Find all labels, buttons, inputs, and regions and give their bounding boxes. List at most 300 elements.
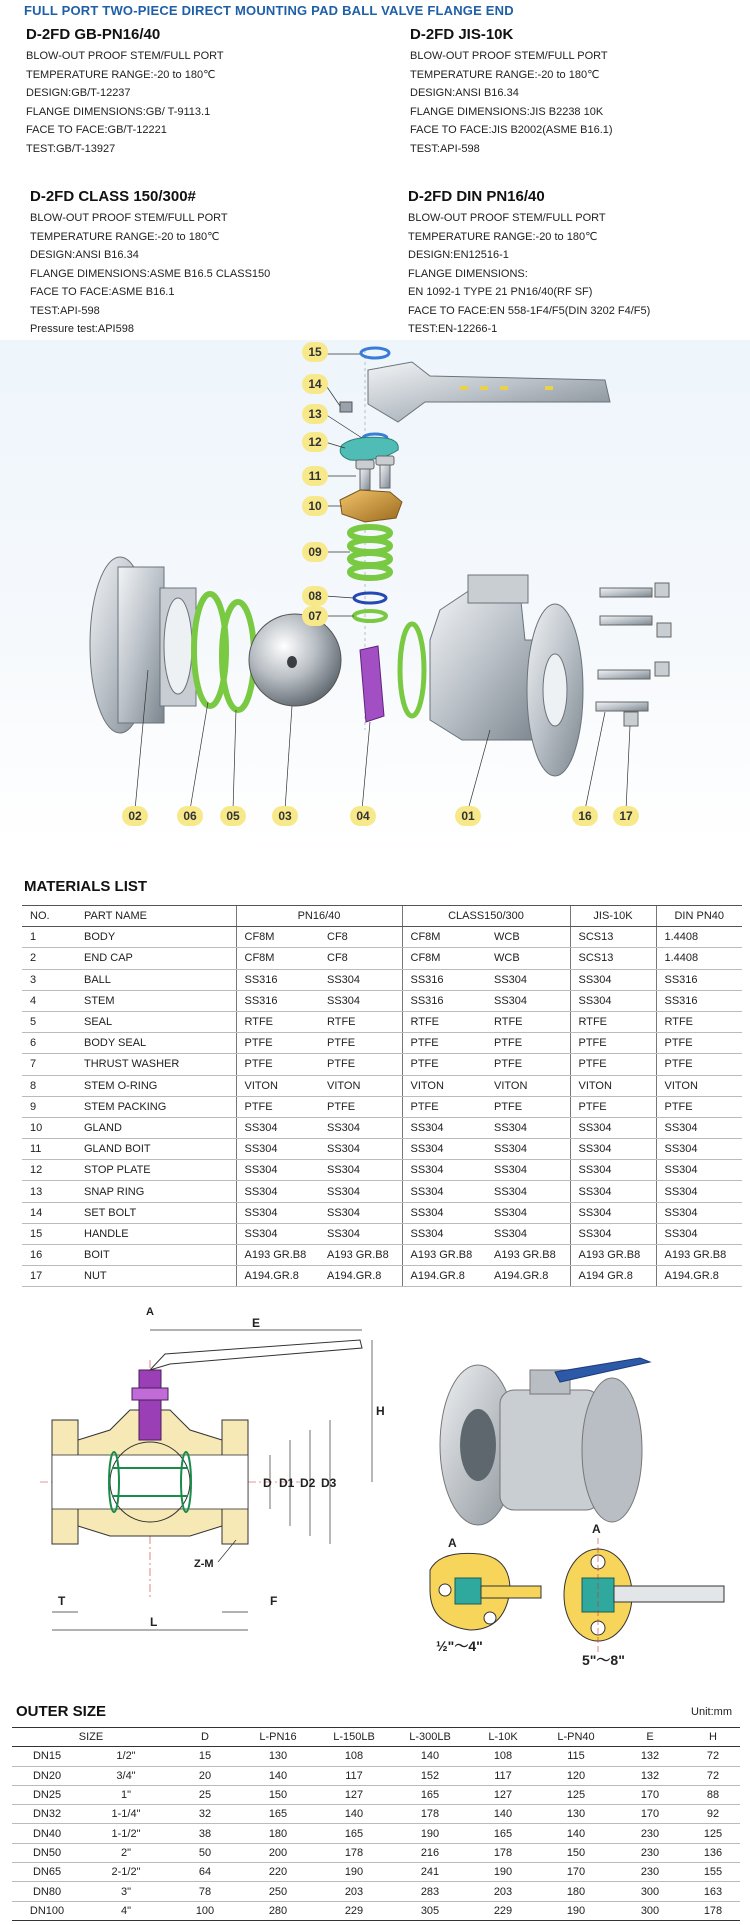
table-cell: 1" (82, 1785, 170, 1804)
table-cell: CF8M (402, 927, 486, 948)
spec-line: TEMPERATURE RANGE:-20 to 180℃ (30, 230, 220, 243)
table-cell: 250 (240, 1882, 316, 1901)
cross-section-drawing (0, 1300, 750, 1700)
gland-bolts-part (356, 456, 394, 490)
part-label-05: 05 (220, 806, 246, 826)
table-cell: 178 (468, 1843, 538, 1862)
part-label-07: 07 (302, 606, 328, 626)
table-cell: A193 GR.B8 (236, 1245, 319, 1266)
table-cell: 38 (170, 1824, 240, 1843)
table-cell: SS304 (486, 1202, 570, 1223)
table-cell: 108 (468, 1747, 538, 1766)
table-cell: SS304 (319, 1117, 402, 1138)
table-cell: 178 (316, 1843, 392, 1862)
table-cell: 15 (22, 1223, 76, 1244)
table-cell: GLAND BOIT (76, 1139, 236, 1160)
table-cell: SS304 (319, 990, 402, 1011)
spec-line: Pressure test:API598 (30, 323, 134, 335)
table-cell: 305 (392, 1901, 468, 1920)
part-label-02: 02 (122, 806, 148, 826)
table-cell: 20 (170, 1766, 240, 1785)
table-cell: 1-1/2" (82, 1824, 170, 1843)
table-cell: 180 (538, 1882, 614, 1901)
ball-port-icon (287, 656, 297, 668)
part-label-12: 12 (302, 432, 328, 452)
table-cell: PTFE (319, 1033, 402, 1054)
dim-label-t: T (58, 1594, 66, 1608)
table-cell: PTFE (570, 1096, 656, 1117)
table-cell: 50 (170, 1843, 240, 1862)
table-cell: PTFE (486, 1096, 570, 1117)
table-cell: SS304 (486, 1117, 570, 1138)
table-cell: 140 (240, 1766, 316, 1785)
dim-label-l: L (150, 1615, 158, 1629)
header-cell: PN16/40 (236, 906, 402, 927)
header-cell: JIS-10K (570, 906, 656, 927)
set-bolt-part (340, 402, 352, 412)
table-cell: VITON (402, 1075, 486, 1096)
header-cell: H (686, 1728, 740, 1747)
mounting-pad-large (564, 1538, 724, 1655)
table-cell: PTFE (319, 1096, 402, 1117)
table-cell: 190 (392, 1824, 468, 1843)
header-cell: L-300LB (392, 1728, 468, 1747)
table-cell: 5 (22, 1011, 76, 1032)
table-row (12, 1747, 740, 1766)
unit-label: Unit:mm (691, 1706, 732, 1718)
table-cell: SS304 (402, 1117, 486, 1138)
table-cell: 64 (170, 1863, 240, 1882)
table-cell: SCS13 (570, 948, 656, 969)
table-cell: 140 (538, 1824, 614, 1843)
table-cell: SS304 (570, 990, 656, 1011)
table-cell: 92 (686, 1805, 740, 1824)
table-cell: A194.GR.8 (402, 1266, 486, 1287)
table-cell: CF8 (319, 927, 402, 948)
spec-line: FACE TO FACE:EN 558-1F4/F5(DIN 3202 F4/F5) (408, 304, 651, 317)
table-cell: PTFE (570, 1054, 656, 1075)
spec-heading: D-2FD DIN PN16/40 (408, 188, 545, 205)
table-cell: 170 (538, 1863, 614, 1882)
table-row (12, 1843, 740, 1862)
table-cell: 1.4408 (656, 927, 742, 948)
table-cell: A193 GR.B8 (656, 1245, 742, 1266)
part-label-01: 01 (455, 806, 481, 826)
dim-label-d2: D2 (300, 1476, 316, 1490)
table-row (22, 1117, 742, 1138)
spec-line: TEMPERATURE RANGE:-20 to 180℃ (410, 68, 600, 81)
spec-line: DESIGN:EN12516-1 (408, 249, 509, 261)
table-row (12, 1824, 740, 1843)
table-cell: 170 (614, 1785, 686, 1804)
header-cell: CLASS150/300 (402, 906, 570, 927)
table-cell: CF8M (236, 927, 319, 948)
table-cell: SNAP RING (76, 1181, 236, 1202)
table-cell: SS316 (402, 990, 486, 1011)
table-cell: SS304 (319, 969, 402, 990)
table-cell: STEM PACKING (76, 1096, 236, 1117)
table-cell: SS304 (486, 990, 570, 1011)
table-row (22, 1054, 742, 1075)
table-cell: 15 (170, 1747, 240, 1766)
table-cell: 132 (614, 1747, 686, 1766)
materials-title: MATERIALS LIST (24, 878, 148, 895)
table-cell: 283 (392, 1882, 468, 1901)
handle-part (368, 362, 610, 422)
spec-line: FLANGE DIMENSIONS:ASME B16.5 CLASS150 (30, 267, 271, 280)
table-cell: RTFE (570, 1011, 656, 1032)
table-cell: PTFE (236, 1033, 319, 1054)
part-label-15: 15 (302, 342, 328, 362)
exploded-view (0, 340, 750, 845)
table-cell: SET BOLT (76, 1202, 236, 1223)
table-cell: 108 (316, 1747, 392, 1766)
table-cell: A194.GR.8 (486, 1266, 570, 1287)
table-cell: 230 (614, 1843, 686, 1862)
table-cell: SS304 (570, 1139, 656, 1160)
table-cell: 190 (468, 1863, 538, 1882)
part-label-10: 10 (302, 496, 328, 516)
table-cell: 4 (22, 990, 76, 1011)
table-cell: CF8M (236, 948, 319, 969)
table-header-row (12, 1728, 740, 1747)
spec-line: FACE TO FACE:ASME B16.1 (30, 286, 175, 298)
header-cell: NO. (22, 906, 76, 927)
table-cell: 155 (686, 1863, 740, 1882)
spec-line: FLANGE DIMENSIONS: (408, 267, 528, 280)
table-cell: SS304 (570, 1181, 656, 1202)
part-label-16: 16 (572, 806, 598, 826)
table-cell: 130 (538, 1805, 614, 1824)
table-cell: SS304 (236, 1139, 319, 1160)
table-cell: RTFE (402, 1011, 486, 1032)
table-cell: 7 (22, 1054, 76, 1075)
table-cell: WCB (486, 948, 570, 969)
table-cell: 17 (22, 1266, 76, 1287)
table-cell: SS304 (402, 1202, 486, 1223)
header-cell: L-10K (468, 1728, 538, 1747)
spec-line: TEST:EN-12266-1 (408, 323, 498, 335)
table-cell: PTFE (656, 1096, 742, 1117)
table-cell: PTFE (656, 1033, 742, 1054)
table-row (22, 990, 742, 1011)
table-cell: SS304 (236, 1117, 319, 1138)
table-cell: SS304 (402, 1223, 486, 1244)
table-cell: SS316 (236, 969, 319, 990)
table-cell: VITON (319, 1075, 402, 1096)
table-row (12, 1805, 740, 1824)
table-cell: 300 (614, 1882, 686, 1901)
dim-label-e: E (252, 1316, 261, 1330)
table-cell: SS304 (486, 1223, 570, 1244)
table-cell: DN32 (12, 1805, 82, 1824)
bolts-part (596, 588, 652, 711)
spec-heading: D-2FD CLASS 150/300# (30, 188, 196, 205)
table-cell: CF8 (319, 948, 402, 969)
table-cell: THRUST WASHER (76, 1054, 236, 1075)
dim-label-zm: Z-M (194, 1558, 214, 1570)
part-label-09: 09 (302, 542, 328, 562)
table-cell: 16 (22, 1245, 76, 1266)
spec-line: FACE TO FACE:JIS B2002(ASME B16.1) (410, 124, 613, 136)
table-cell: 1.4408 (656, 948, 742, 969)
table-cell: PTFE (486, 1054, 570, 1075)
table-cell: HANDLE (76, 1223, 236, 1244)
table-cell: 229 (468, 1901, 538, 1920)
spec-line: DESIGN:ANSI B16.34 (30, 249, 139, 261)
table-cell: SS304 (570, 1223, 656, 1244)
table-cell: 13 (22, 1181, 76, 1202)
table-cell: 11 (22, 1139, 76, 1160)
table-cell: NUT (76, 1266, 236, 1287)
table-cell: 3" (82, 1882, 170, 1901)
table-cell: 127 (316, 1785, 392, 1804)
table-cell: VITON (236, 1075, 319, 1096)
table-cell: 127 (468, 1785, 538, 1804)
table-cell: BOIT (76, 1245, 236, 1266)
part-label-11: 11 (302, 466, 328, 486)
spec-line: TEST:API-598 (410, 142, 480, 155)
table-row (12, 1901, 740, 1920)
spec-line: TEST:GB/T-13927 (26, 142, 116, 155)
table-cell: SS304 (486, 1139, 570, 1160)
table-cell: 241 (392, 1863, 468, 1882)
part-label-13: 13 (302, 404, 328, 424)
spec-line: BLOW-OUT PROOF STEM/FULL PORT (408, 212, 606, 224)
table-cell: SS304 (656, 1117, 742, 1138)
table-row (22, 1139, 742, 1160)
table-cell: SS304 (656, 1139, 742, 1160)
spec-block-gb (26, 26, 386, 158)
table-cell: DN25 (12, 1785, 82, 1804)
table-cell: 1-1/4" (82, 1805, 170, 1824)
table-cell: SS304 (570, 1160, 656, 1181)
table-cell: 165 (392, 1785, 468, 1804)
spec-line: DESIGN:ANSI B16.34 (410, 87, 519, 99)
spec-line: TEMPERATURE RANGE:-20 to 180℃ (408, 230, 598, 243)
spec-heading: D-2FD JIS-10K (410, 26, 514, 43)
table-cell: 300 (614, 1901, 686, 1920)
spec-line: FACE TO FACE:GB/T-12221 (26, 124, 167, 136)
table-row (12, 1882, 740, 1901)
table-cell: 100 (170, 1901, 240, 1920)
table-cell: 165 (316, 1824, 392, 1843)
table-cell: STEM O-RING (76, 1075, 236, 1096)
table-cell: 140 (392, 1747, 468, 1766)
table-cell: 14 (22, 1202, 76, 1223)
spec-heading: D-2FD GB-PN16/40 (26, 26, 161, 43)
table-cell: SS304 (319, 1181, 402, 1202)
seal-part-right (400, 624, 424, 716)
table-row (22, 1245, 742, 1266)
table-cell: 230 (614, 1863, 686, 1882)
table-cell: 72 (686, 1766, 740, 1785)
table-cell: RTFE (319, 1011, 402, 1032)
table-cell: STOP PLATE (76, 1160, 236, 1181)
spec-line: BLOW-OUT PROOF STEM/FULL PORT (410, 50, 608, 62)
table-cell: 152 (392, 1766, 468, 1785)
table-row (22, 927, 742, 948)
spec-line: EN 1092-1 TYPE 21 PN16/40(RF SF) (408, 286, 593, 298)
table-cell: 132 (614, 1766, 686, 1785)
table-cell: RTFE (236, 1011, 319, 1032)
table-cell: DN100 (12, 1901, 82, 1920)
table-cell: PTFE (570, 1033, 656, 1054)
mounting-pad-small (430, 1553, 541, 1630)
spec-line: BLOW-OUT PROOF STEM/FULL PORT (30, 212, 228, 224)
table-cell: 200 (240, 1843, 316, 1862)
table-cell: VITON (656, 1075, 742, 1096)
table-cell: 163 (686, 1882, 740, 1901)
header-cell: L-PN40 (538, 1728, 614, 1747)
table-cell: WCB (486, 927, 570, 948)
stem-packing-part (350, 527, 390, 578)
materials-table (22, 905, 742, 1287)
stem-part (360, 646, 384, 722)
table-cell: DN65 (12, 1863, 82, 1882)
table-cell: 9 (22, 1096, 76, 1117)
table-cell: PTFE (236, 1054, 319, 1075)
table-cell: A194 GR.8 (570, 1266, 656, 1287)
table-cell: SS316 (402, 969, 486, 990)
table-cell: 190 (538, 1901, 614, 1920)
table-cell: SS304 (486, 969, 570, 990)
table-row (22, 1181, 742, 1202)
size-range-small: ½"～4" (436, 1638, 483, 1654)
table-cell: SS304 (402, 1181, 486, 1202)
table-cell: 25 (170, 1785, 240, 1804)
table-cell: 4" (82, 1901, 170, 1920)
table-cell: SS316 (656, 969, 742, 990)
header-cell: L-150LB (316, 1728, 392, 1747)
dim-label-f: F (270, 1594, 278, 1608)
part-label-17: 17 (613, 806, 639, 826)
spec-section (0, 0, 750, 340)
table-cell: 6 (22, 1033, 76, 1054)
table-cell: 229 (316, 1901, 392, 1920)
table-cell: 32 (170, 1805, 240, 1824)
table-row (22, 1160, 742, 1181)
table-cell: A193 GR.B8 (486, 1245, 570, 1266)
table-cell: 117 (316, 1766, 392, 1785)
table-row (22, 1011, 742, 1032)
header-cell: DIN PN40 (656, 906, 742, 927)
table-cell: RTFE (656, 1011, 742, 1032)
table-cell: DN15 (12, 1747, 82, 1766)
table-cell: SS304 (236, 1181, 319, 1202)
table-cell: BODY (76, 927, 236, 948)
table-cell: GLAND (76, 1117, 236, 1138)
table-cell: SS316 (236, 990, 319, 1011)
table-cell: 125 (686, 1824, 740, 1843)
table-cell: 178 (392, 1805, 468, 1824)
table-cell: 88 (686, 1785, 740, 1804)
table-cell: SS304 (236, 1160, 319, 1181)
table-cell: 203 (316, 1882, 392, 1901)
table-cell: 12 (22, 1160, 76, 1181)
table-cell: BODY SEAL (76, 1033, 236, 1054)
part-label-08: 08 (302, 586, 328, 606)
table-row (22, 969, 742, 990)
table-row (22, 1223, 742, 1244)
table-cell: PTFE (236, 1096, 319, 1117)
table-cell: A193 GR.B8 (570, 1245, 656, 1266)
spec-line: FLANGE DIMENSIONS:GB/ T-9113.1 (26, 105, 211, 118)
table-cell: SS304 (656, 1181, 742, 1202)
header-cell: SIZE (12, 1728, 170, 1747)
table-cell: DN20 (12, 1766, 82, 1785)
table-cell: SS304 (570, 969, 656, 990)
technical-drawing-section (0, 1300, 750, 1700)
table-row (22, 1202, 742, 1223)
table-cell: 130 (240, 1747, 316, 1766)
table-cell: PTFE (402, 1096, 486, 1117)
table-cell: SS304 (656, 1160, 742, 1181)
table-cell: 170 (614, 1805, 686, 1824)
table-cell: SS304 (656, 1202, 742, 1223)
table-cell: 280 (240, 1901, 316, 1920)
table-cell: 190 (316, 1863, 392, 1882)
dim-label-h: H (376, 1404, 385, 1418)
part-label-14: 14 (302, 374, 328, 394)
table-cell: 2 (22, 948, 76, 969)
table-cell: 72 (686, 1747, 740, 1766)
dim-label-a: A (146, 1306, 154, 1318)
o-ring-part (354, 593, 386, 603)
table-cell: PTFE (486, 1033, 570, 1054)
table-cell: 3/4" (82, 1766, 170, 1785)
spec-line: BLOW-OUT PROOF STEM/FULL PORT (26, 50, 224, 62)
table-cell: 8 (22, 1075, 76, 1096)
table-row (12, 1766, 740, 1785)
table-cell: 165 (468, 1824, 538, 1843)
table-cell: 216 (392, 1843, 468, 1862)
outer-size-title: OUTER SIZE (16, 1703, 107, 1720)
table-cell: A193 GR.B8 (402, 1245, 486, 1266)
table-cell: 230 (614, 1824, 686, 1843)
table-cell: 78 (170, 1882, 240, 1901)
table-cell: 120 (538, 1766, 614, 1785)
table-cell: A194.GR.8 (319, 1266, 402, 1287)
table-cell: SS304 (236, 1223, 319, 1244)
table-cell: 140 (468, 1805, 538, 1824)
table-cell: SS304 (486, 1181, 570, 1202)
dim-label-d1: D1 (279, 1476, 295, 1490)
part-label-04: 04 (350, 806, 376, 826)
table-cell: SS304 (570, 1202, 656, 1223)
table-cell: 1 (22, 927, 76, 948)
table-cell: 10 (22, 1117, 76, 1138)
table-cell: PTFE (656, 1054, 742, 1075)
end-cap-part (90, 557, 196, 733)
table-row (12, 1863, 740, 1882)
dim-label-d: D (263, 1476, 272, 1490)
table-cell: 140 (316, 1805, 392, 1824)
outer-size-table (12, 1727, 740, 1921)
mount-label-a-small: A (448, 1536, 457, 1550)
spec-line: TEMPERATURE RANGE:-20 to 180℃ (26, 68, 216, 81)
table-cell: DN40 (12, 1824, 82, 1843)
table-cell: 2" (82, 1843, 170, 1862)
table-row (22, 1075, 742, 1096)
spec-line: TEST:API-598 (30, 304, 100, 317)
table-cell: PTFE (402, 1033, 486, 1054)
table-cell: BALL (76, 969, 236, 990)
thrust-washer-part (354, 611, 386, 621)
header-cell: D (170, 1728, 240, 1747)
table-cell: 115 (538, 1747, 614, 1766)
part-label-03: 03 (272, 806, 298, 826)
